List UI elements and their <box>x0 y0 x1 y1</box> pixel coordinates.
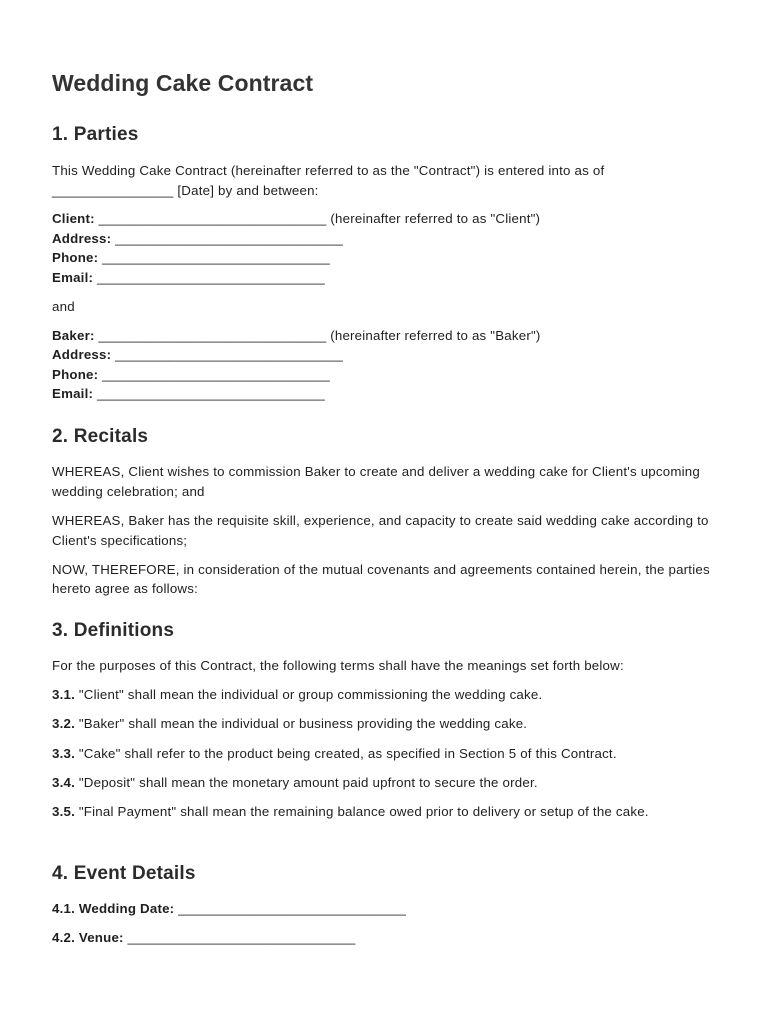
client-email-value: ______________________________ <box>93 269 325 285</box>
definition-item <box>52 685 722 705</box>
baker-phone-label: Phone: <box>52 366 99 382</box>
definition-number: 3.2. <box>52 716 75 731</box>
baker-address-label: Address: <box>52 347 112 362</box>
definition-text: "Final Payment" shall mean the remaining balance owed prior to delivery or setup of the cake. <box>74 804 649 819</box>
definition-number: 3.3. <box>52 745 75 761</box>
client-phone-value: ______________________________ <box>98 250 331 265</box>
baker-label: Baker: <box>52 327 95 343</box>
client-email-field <box>52 268 325 288</box>
client-name-field <box>52 209 540 229</box>
baker-email-label: Email: <box>52 386 94 401</box>
recital-now-therefore: NOW, THEREFORE, in consideration of the mutual covenants and agreements contained herein, the parties hereto agree as follows: <box>52 561 710 596</box>
venue-label: 4.2. Venue: <box>52 930 124 945</box>
document-title: Wedding Cake Contract <box>52 70 314 96</box>
and-text: and <box>52 298 75 314</box>
baker-email-value: ______________________________ <box>93 386 325 401</box>
client-phone-label: Phone: <box>52 250 99 265</box>
baker-phone-value: ______________________________ <box>98 366 331 382</box>
wedding-date-value: ______________________________ <box>174 901 407 916</box>
baker-address-field <box>52 345 343 365</box>
definition-item <box>52 773 722 793</box>
definitions-intro: For the purposes of this Contract, the following terms shall have the meanings set forth below: <box>52 658 624 673</box>
definition-item <box>52 714 722 734</box>
wedding-date-field <box>52 899 406 919</box>
section-heading-recitals: 2. Recitals <box>52 426 149 447</box>
section-heading-definitions: 3. Definitions <box>52 620 175 641</box>
definition-text: "Deposit" shall mean the monetary amount paid upfront to secure the order. <box>74 774 538 790</box>
baker-email-field <box>52 384 325 404</box>
venue-value: ______________________________ <box>123 930 356 945</box>
parties-intro: This Wedding Cake Contract (hereinafter referred to as the "Contract") is entered into as of ________________ [Date] by and between: <box>52 163 605 198</box>
definition-number: 3.4. <box>52 774 75 790</box>
definition-item <box>52 744 722 764</box>
definition-text: "Client" shall mean the individual or group commissioning the wedding cake. <box>74 687 543 702</box>
baker-phone-field <box>52 365 330 385</box>
section-heading-event-details: 4. Event Details <box>52 863 196 884</box>
baker-name-field <box>52 326 541 346</box>
client-address-label: Address: <box>52 230 112 246</box>
client-label: Client: <box>52 211 95 226</box>
section-heading-parties: 1. Parties <box>52 124 139 145</box>
definition-text: "Cake" shall refer to the product being created, as specified in Section 5 of this Contract. <box>74 745 617 761</box>
wedding-date-label: 4.1. Wedding Date: <box>52 901 175 916</box>
definition-item <box>52 802 692 822</box>
definition-number: 3.5. <box>52 804 75 819</box>
definition-text: "Baker" shall mean the individual or business providing the wedding cake. <box>74 716 528 731</box>
client-value: ______________________________ (hereinafter referred to as "Client") <box>94 211 541 226</box>
baker-address-value: ______________________________ <box>111 347 343 362</box>
venue-field <box>52 928 355 948</box>
client-email-label: Email: <box>52 269 94 285</box>
client-address-value: ______________________________ <box>111 230 343 246</box>
client-address-field <box>52 229 343 249</box>
client-phone-field <box>52 248 330 268</box>
definition-number: 3.1. <box>52 687 75 702</box>
recital-whereas-baker: WHEREAS, Baker has the requisite skill, experience, and capacity to create said wedding cake according to Client's specifications; <box>52 513 709 548</box>
baker-value: ______________________________ (hereinafter referred to as "Baker") <box>94 327 541 343</box>
recital-whereas-client: WHEREAS, Client wishes to commission Baker to create and deliver a wedding cake for Client's upcoming wedding celebration; and <box>52 464 700 499</box>
